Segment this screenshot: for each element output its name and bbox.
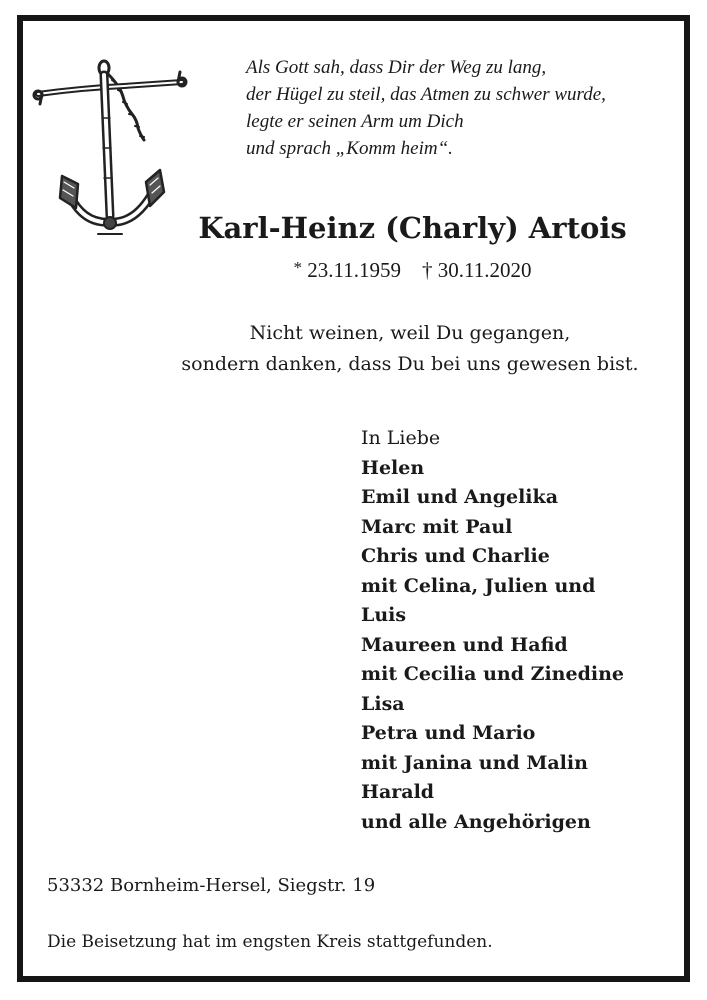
address: 53332 Bornheim-Hersel, Siegstr. 19 [47,875,376,896]
birth-date: 23.11.1959 [307,258,401,282]
life-dates [150,254,675,284]
family-member: Maureen und Hafid [361,633,568,656]
family-member: mit Janina und Malin [361,751,588,774]
poem-line: der Hügel zu steil, das Atmen zu schwer wurde, [246,84,606,105]
birth-symbol: * [293,258,303,277]
family-member: mit Celina, Julien und [361,574,596,597]
family-member: und alle Angehörigen [361,810,591,833]
deceased-name: Karl-Heinz (Charly) Artois [198,211,627,245]
family-member: Petra und Mario [361,722,536,744]
family-list [361,424,681,837]
death-date: 30.11.2020 [437,258,532,282]
poem [246,54,676,162]
family-member: Luis [361,604,407,626]
poem-line: Als Gott sah, dass Dir der Weg zu lang, [246,57,547,78]
family-member: Lisa [361,692,405,715]
poem-line: legte er seinen Arm um Dich [246,111,464,132]
memorial-quote [100,318,707,380]
family-intro: In Liebe [361,427,441,449]
death-symbol: † [422,258,433,282]
quote-line: Nicht weinen, weil Du gegangen, [249,322,571,344]
family-member: mit Cecilia und Zinedine [361,663,624,685]
family-member: Harald [361,781,435,803]
family-member: Emil und Angelika [361,486,559,508]
funeral-note: Die Beisetzung hat im engsten Kreis stattgefunden. [47,932,493,952]
poem-line: und sprach „Komm heim“. [246,138,453,159]
quote-line: sondern danken, dass Du bei uns gewesen bist. [181,353,639,375]
family-member: Chris und Charlie [361,545,550,567]
family-member: Marc mit Paul [361,515,513,538]
family-member: Helen [361,456,425,479]
